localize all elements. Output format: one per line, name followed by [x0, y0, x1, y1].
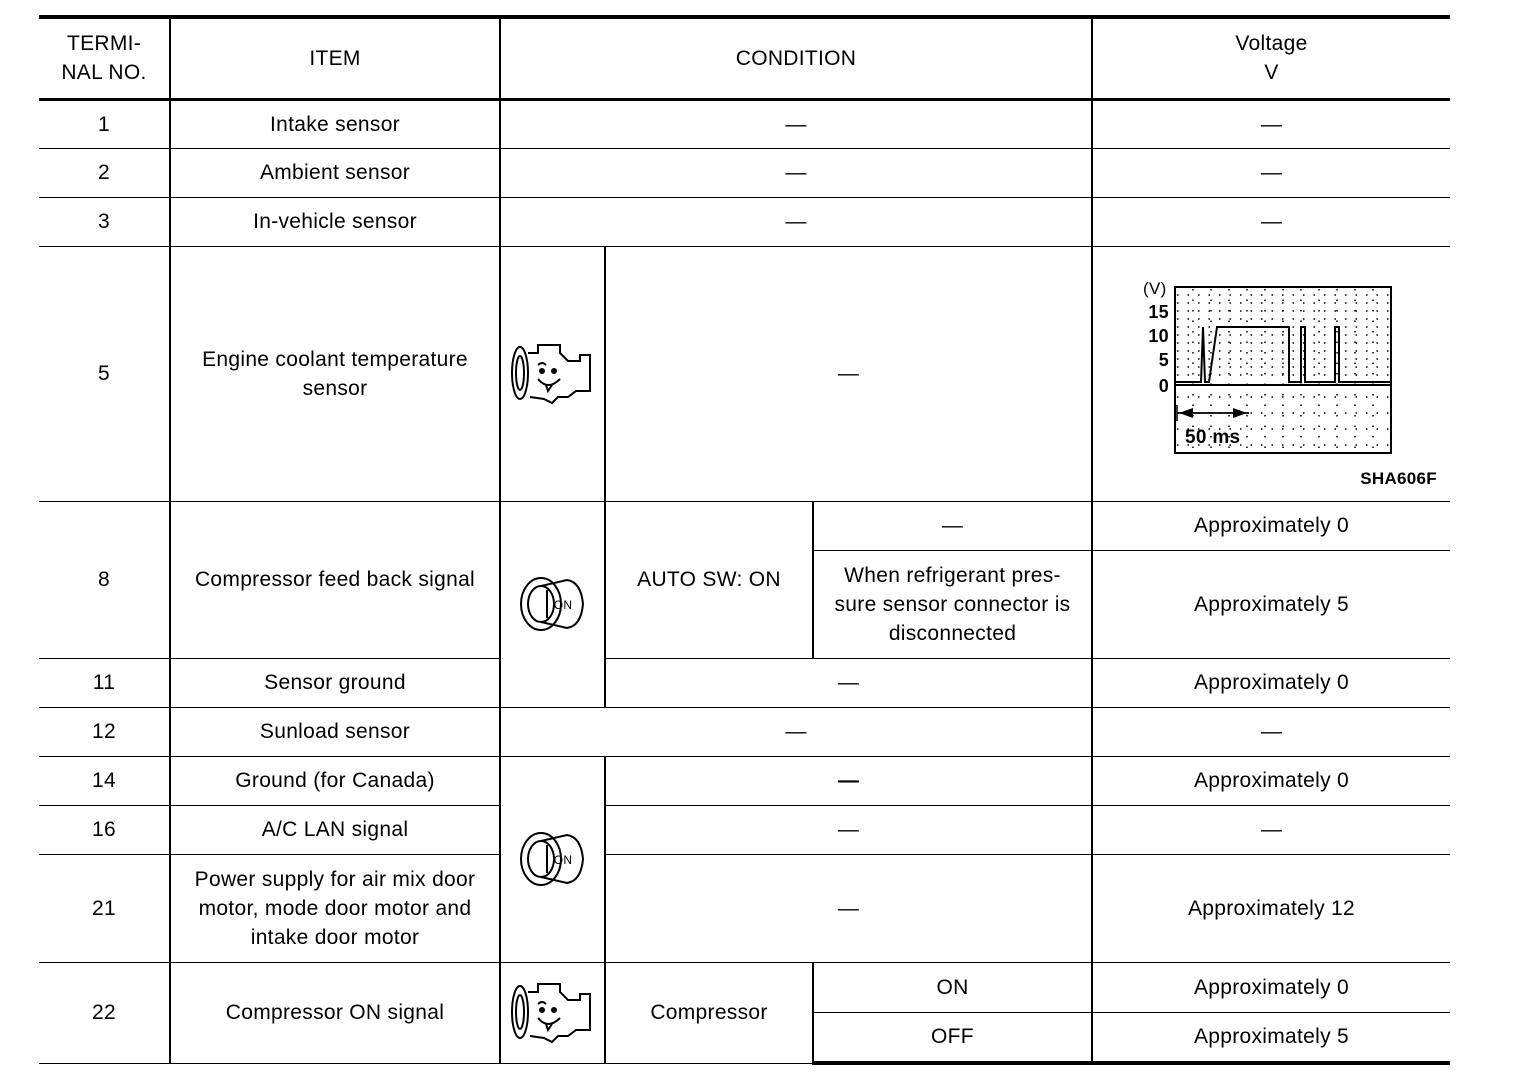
item: In-vehicle sensor: [170, 197, 500, 246]
condition-icon-cell: [500, 756, 605, 962]
terminal-no: 14: [39, 756, 170, 805]
table-row: [39, 197, 1450, 246]
voltage: Approximately 12: [1092, 854, 1450, 962]
waveform-unit: (V): [1143, 278, 1167, 298]
condition-icon-cell: [500, 501, 605, 707]
condition-icon-cell: [500, 962, 605, 1063]
item: Power supply for air mix door motor, mode door motor and intake door motor: [170, 854, 500, 962]
condition: Compressor: [605, 962, 813, 1063]
header-terminal: TERMI- NAL NO.: [39, 17, 170, 99]
key-on-label: ON: [553, 853, 572, 867]
voltage: Approximately 0: [1092, 658, 1450, 707]
condition: —: [605, 805, 1092, 854]
y-tick-label: 10: [1148, 325, 1169, 346]
table-row: [39, 962, 1450, 1012]
terminal-no: 12: [39, 707, 170, 756]
voltage: Approximately 0: [1092, 501, 1450, 550]
condition: —: [500, 707, 1092, 756]
item: Engine coolant temperature sensor: [170, 246, 500, 501]
ignition-key-on-icon: [517, 568, 589, 640]
voltage: —: [1092, 99, 1450, 148]
item: Ambient sensor: [170, 148, 500, 197]
condition: —: [500, 99, 1092, 148]
terminal-table: [39, 15, 1450, 1065]
voltage: Approximately 0: [1092, 756, 1450, 805]
table-row: [39, 854, 1450, 962]
table-row: [39, 148, 1450, 197]
time-scale-label: 50 ms: [1185, 426, 1241, 448]
table-row: [39, 99, 1450, 148]
sub-condition: —: [813, 501, 1092, 550]
condition-icon-cell: [500, 246, 605, 501]
terminal-no: 21: [39, 854, 170, 962]
item: Sunload sensor: [170, 707, 500, 756]
header-item: ITEM: [170, 17, 500, 99]
sub-condition: ON: [813, 962, 1092, 1012]
sub-condition: OFF: [813, 1012, 1092, 1063]
terminal-no: 22: [39, 962, 170, 1063]
key-on-label: ON: [553, 598, 572, 612]
table-row: [39, 707, 1450, 756]
condition: AUTO SW: ON: [605, 501, 813, 658]
y-tick-label: 0: [1158, 375, 1169, 396]
engine-running-icon: [508, 978, 598, 1048]
table-row: [39, 246, 1450, 501]
header-row: [39, 17, 1450, 99]
header-voltage-unit: V: [1264, 61, 1279, 85]
terminal-no: 3: [39, 197, 170, 246]
table-row: [39, 501, 1450, 550]
condition: —: [605, 756, 1092, 805]
header-condition: CONDITION: [500, 17, 1092, 99]
engine-running-icon: [508, 339, 598, 409]
voltage: —: [1092, 197, 1450, 246]
item: Sensor ground: [170, 658, 500, 707]
ignition-key-on-icon: [517, 823, 589, 895]
voltage: Approximately 0: [1092, 962, 1450, 1012]
condition: —: [605, 658, 1092, 707]
voltage-waveform-cell: [1092, 246, 1450, 501]
figure-id: SHA606F: [1360, 468, 1437, 488]
voltage: —: [1092, 148, 1450, 197]
item: A/C LAN signal: [170, 805, 500, 854]
item: Compressor feed back signal: [170, 501, 500, 658]
voltage: —: [1092, 805, 1450, 854]
table-row: [39, 658, 1450, 707]
terminal-no: 16: [39, 805, 170, 854]
terminal-no: 1: [39, 99, 170, 148]
table-row: [39, 805, 1450, 854]
terminal-no: 8: [39, 501, 170, 658]
item: Compressor ON signal: [170, 962, 500, 1063]
condition: —: [500, 148, 1092, 197]
item: Ground (for Canada): [170, 756, 500, 805]
voltage: Approximately 5: [1092, 550, 1450, 658]
condition: —: [605, 246, 1092, 501]
y-tick-label: 15: [1148, 301, 1169, 322]
waveform-chart: [1099, 247, 1457, 501]
condition: —: [500, 197, 1092, 246]
terminal-no: 2: [39, 148, 170, 197]
voltage: —: [1092, 707, 1450, 756]
header-voltage: [1092, 17, 1450, 99]
terminal-no: 11: [39, 658, 170, 707]
item: Intake sensor: [170, 99, 500, 148]
table-row: [39, 756, 1450, 805]
condition: —: [605, 854, 1092, 962]
voltage: Approximately 5: [1092, 1012, 1450, 1063]
y-tick-label: 5: [1158, 349, 1169, 370]
terminal-no: 5: [39, 246, 170, 501]
header-voltage-label: Voltage: [1235, 32, 1308, 56]
sub-condition: When refrigerant pres- sure sensor connector is disconnected: [813, 550, 1092, 658]
